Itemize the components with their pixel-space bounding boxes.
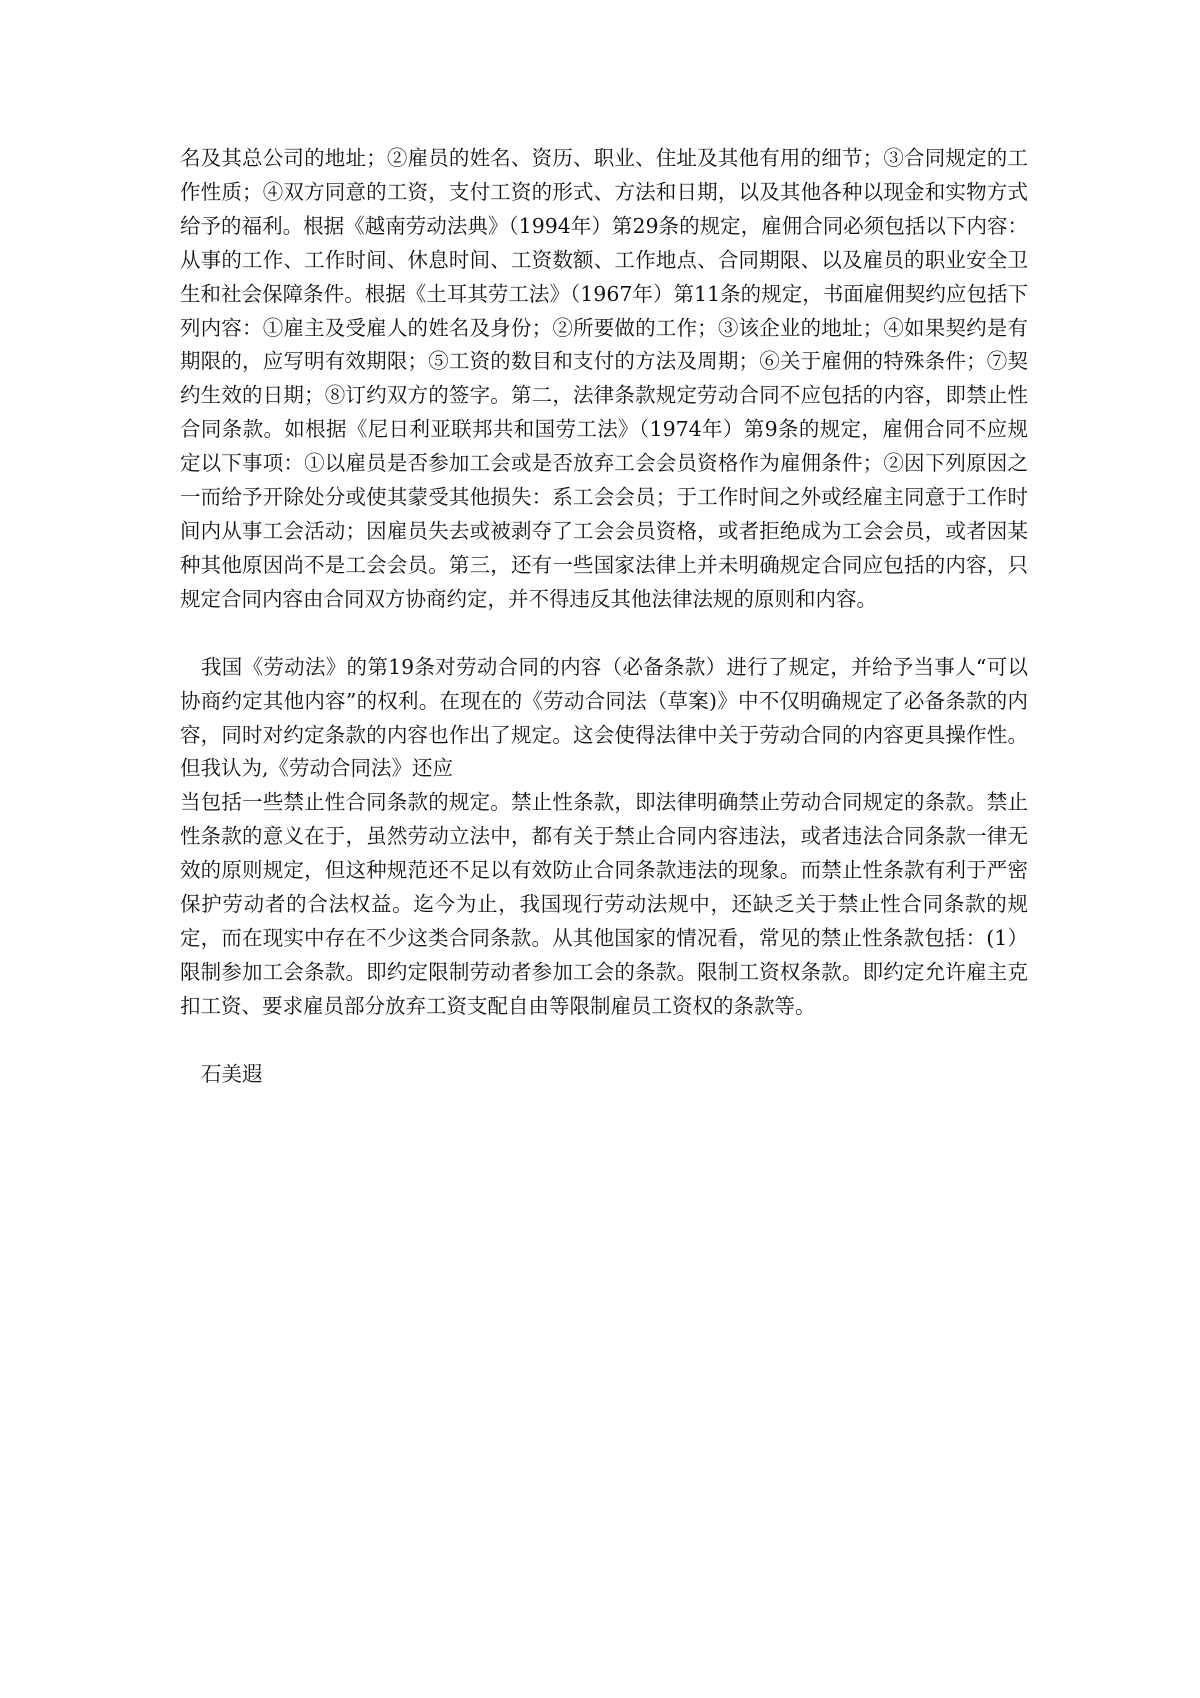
paragraph-2a: 我国《劳动法》的第19条对劳动合同的内容（必备条款）进行了规定，并给予当事人“可以协商约定其他内容”的权利。在现在的《劳动合同法（草案)》中不仅明确规定了必备条款的内容，同时对约定条款的内容也作出了规定。这会使得法律中关于劳动合同的内容更具操作性。但我认为,《劳动合同法》还应: [180, 654, 1028, 781]
paragraph-2b: 当包括一些禁止性合同条款的规定。禁止性条款，即法律明确禁止劳动合同规定的条款。禁止性条款的意义在于，虽然劳动立法中，都有关于禁止合同内容违法，或者违法合同条款一律无效的原则规定，但这种规范还不足以有效防止合同条款违法的现象。而禁止性条款有利于严密保护劳动者的合法权益。迄今为止，我国现行劳动法规中，还缺乏关于禁止性合同条款的规定，而在现实中存在不少这类合同条款。从其他国家的情况看，常见的禁止性条款包括：(1）限制参加工会条款。即约定限制劳动者参加工会的条款。限制工资权条款。即约定允许雇主克扣工资、要求雇员部分放弃工资支配自由等限制雇员工资权的条款等。: [180, 790, 1028, 1018]
document-page: [180, 142, 1028, 1092]
author-signature: 石美遐: [201, 1061, 263, 1086]
paragraph-gap: [180, 617, 1028, 651]
paragraph-1: 名及其总公司的地址；②雇员的姓名、资历、职业、住址及其他有用的细节；③合同规定的工作性质；④双方同意的工资，支付工资的形式、方法和日期，以及其他各种以现金和实物方式给予的福利。根据《越南劳动法典》（1994年）第29条的规定，雇佣合同必须包括以下内容：从事的工作、工作时间、休息时间、工资数额、工作地点、合同期限、以及雇员的职业安全卫生和社会保障条件。根据《土耳其劳工法》（1967年）第11条的规定，书面雇佣契约应包括下列内容：①雇主及受雇人的姓名及身份；②所要做的工作；③该企业的地址；④如果契约是有期限的，应写明有效期限；⑤工资的数目和支付的方法及周期；⑥关于雇佣的特殊条件；⑦契约生效的日期；⑧订约双方的签字。第二，法律条款规定劳动合同不应包括的内容，即禁止性合同条款。如根据《尼日利亚联邦共和国劳工法》（1974年）第9条的规定，雇佣合同不应规定以下事项：①以雇员是否参加工会或是否放弃工会会员资格作为雇佣条件；②因下列原因之一而给予开除处分或使其蒙受其他损失：系工会会员；于工作时间之外或经雇主同意于工作时间内从事工会活动；因雇员失去或被剥夺了工会会员资格，或者拒绝成为工会会员，或者因某种其他原因尚不是工会会员。第三，还有一些国家法律上并未明确规定合同应包括的内容，只规定合同内容由合同双方协商约定，并不得违反其他法律法规的原则和内容。: [180, 146, 1028, 611]
paragraph-gap: [180, 1024, 1028, 1058]
